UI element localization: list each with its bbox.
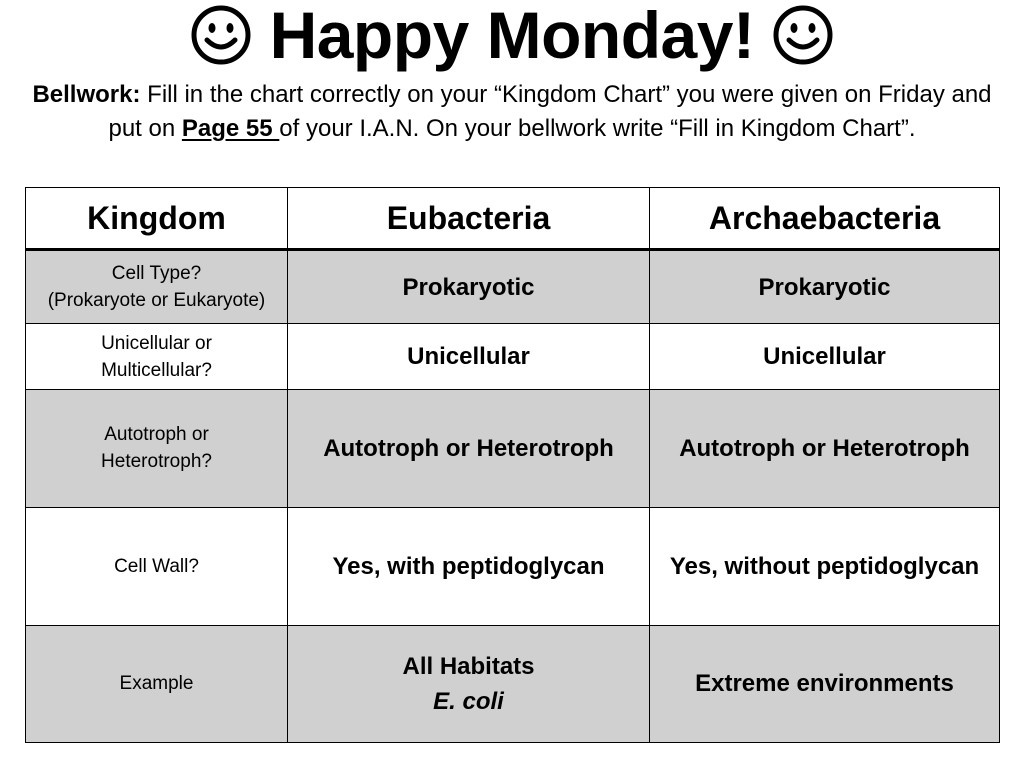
answer-line: All Habitats: [402, 652, 535, 680]
archaebacteria-answer: [650, 625, 1000, 742]
eubacteria-answer: [288, 324, 650, 390]
eubacteria-answer: [288, 390, 650, 507]
question-line: Example: [119, 673, 194, 695]
header-kingdom: Kingdom: [26, 188, 288, 250]
table-row: [26, 625, 1000, 742]
question-line: Unicellular or: [101, 332, 212, 354]
answer-line: Extreme environments: [695, 670, 954, 698]
archaebacteria-answer: [650, 250, 1000, 324]
row-question: [26, 625, 288, 742]
question-line: Heterotroph?: [101, 451, 212, 473]
archaebacteria-answer: [650, 324, 1000, 390]
question-line: Multicellular?: [101, 359, 212, 381]
row-question: [26, 324, 288, 390]
answer-line: Prokaryotic: [758, 273, 891, 301]
row-question: [26, 507, 288, 625]
answer-line: Unicellular: [763, 343, 886, 371]
row-question: [26, 250, 288, 324]
archaebacteria-answer: [650, 390, 1000, 507]
header-eubacteria: Eubacteria: [288, 188, 650, 250]
answer-line: Yes, without peptidoglycan: [669, 552, 980, 580]
table-row: [26, 390, 1000, 507]
answer-line: Prokaryotic: [402, 273, 535, 301]
archaebacteria-answer: [650, 507, 1000, 625]
smiley-face-icon: [772, 4, 834, 66]
table-header-row: [26, 188, 1000, 250]
eubacteria-answer: [288, 250, 650, 324]
eubacteria-answer: [288, 625, 650, 742]
question-line: Cell Wall?: [114, 555, 199, 577]
page-reference: Page 55: [181, 115, 280, 142]
page-title: Happy Monday!: [269, 0, 755, 72]
example-organism: E. coli: [433, 687, 504, 715]
question-line: Autotroph or: [104, 424, 209, 446]
table-row: [26, 507, 1000, 625]
answer-line: Autotroph or Heterotroph: [323, 434, 614, 462]
answer-line: Unicellular: [407, 343, 530, 371]
bellwork-instructions: [30, 78, 994, 146]
answer-line: Autotroph or Heterotroph: [679, 434, 970, 462]
row-question: [26, 390, 288, 507]
eubacteria-answer: [288, 507, 650, 625]
table-row: [26, 324, 1000, 390]
bellwork-text-1: Fill in the chart correctly on your “Kingdom Chart” you were given on Friday and put on: [108, 81, 992, 142]
page-title-bar: [0, 0, 1024, 72]
header-archaebacteria: Archaebacteria: [650, 188, 1000, 250]
table-row: [26, 250, 1000, 324]
answer-line: Yes, with peptidoglycan: [332, 552, 605, 580]
question-line: Cell Type?: [111, 263, 202, 285]
kingdom-chart-table: [25, 187, 1000, 743]
smiley-face-icon: [190, 4, 252, 66]
question-line: (Prokaryote or Eukaryote): [47, 290, 266, 312]
bellwork-text-2: of your I.A.N. On your bellwork write “Fill in Kingdom Chart”.: [279, 115, 916, 142]
bellwork-label: Bellwork:: [32, 81, 141, 108]
